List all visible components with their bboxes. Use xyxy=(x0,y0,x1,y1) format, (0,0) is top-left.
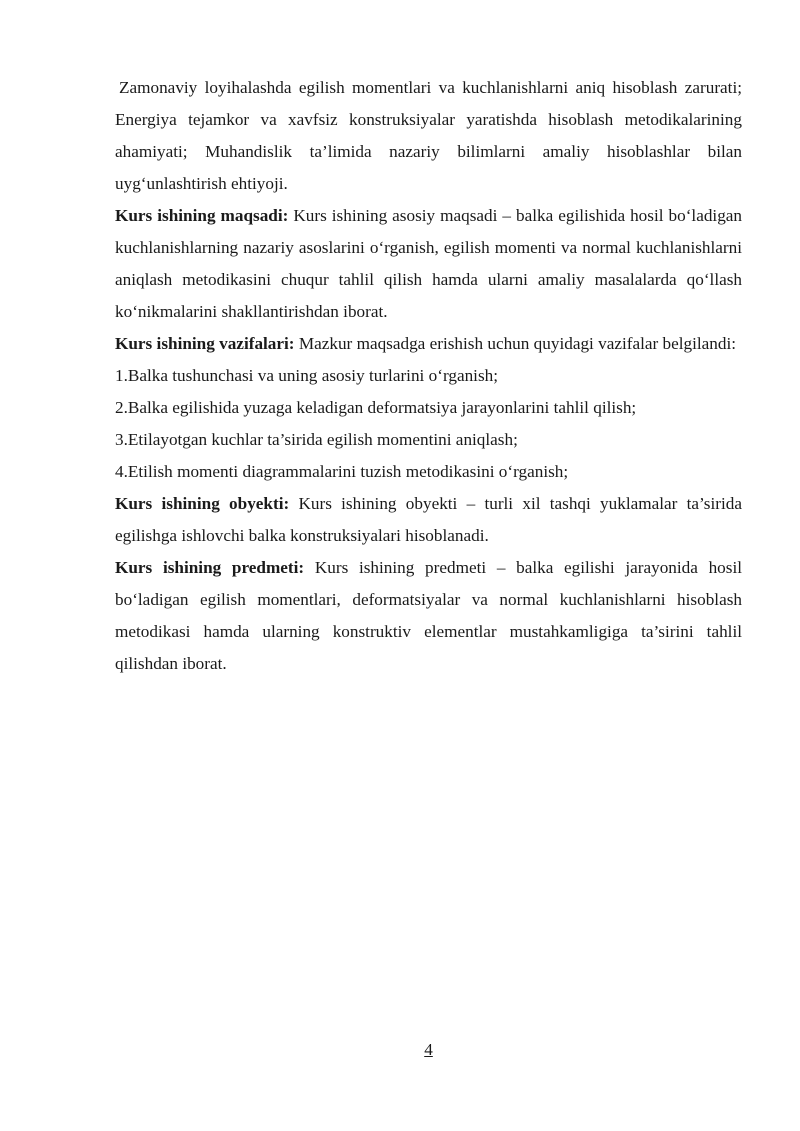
subject-text: Kurs ishining predmeti – balka egilishi jarayonida hosil bo‘ladigan egilish momentlari, deformatsiyalar va normal kuchlanishlarni hisoblash metodikasi hamda ularning konstruktiv elementlar mustahkamligiga ta’sirini tahlil qilishdan iborat. xyxy=(115,558,742,673)
subject-paragraph xyxy=(115,552,742,680)
tasks-paragraph xyxy=(115,328,742,360)
task-item: 2.Balka egilishida yuzaga keladigan deformatsiya jarayonlarini tahlil qilish; xyxy=(115,398,637,417)
task-item: 3.Etilayotgan kuchlar ta’sirida egilish momentini aniqlash; xyxy=(115,430,518,449)
object-heading: Kurs ishining obyekti: xyxy=(115,494,290,513)
tasks-heading: Kurs ishining vazifalari: xyxy=(115,334,295,353)
task-item: 4.Etilish momenti diagrammalarini tuzish metodikasini o‘rganish; xyxy=(115,462,569,481)
goal-paragraph xyxy=(115,200,742,328)
tasks-list xyxy=(115,360,742,488)
tasks-text: Mazkur maqsadga erishish uchun quyidagi vazifalar belgilandi: xyxy=(294,334,737,353)
goal-heading: Kurs ishining maqsadi: xyxy=(115,206,289,225)
page-content xyxy=(115,72,742,680)
object-paragraph xyxy=(115,488,742,552)
page-number: 4 xyxy=(424,1040,433,1059)
subject-heading: Kurs ishining predmeti: xyxy=(115,558,305,577)
intro-paragraph: Zamonaviy loyihalashda egilish momentlari va kuchlanishlarni aniq hisoblash zarurati; Energiya tejamkor va xavfsiz konstruksiyalar yaratishda hisoblash metodikalarining ahamiyati; Muhandislik ta’limida nazariy bilimlarni amaliy hisoblashlar bilan uyg‘unlashtirish ehtiyoji. xyxy=(115,78,742,193)
object-text: Kurs ishining obyekti – turli xil tashqi yuklamalar ta’sirida egilishga ishlovchi balka konstruksiyalari hisoblanadi. xyxy=(115,494,742,545)
task-item: 1.Balka tushunchasi va uning asosiy turlarini o‘rganish; xyxy=(115,366,499,385)
goal-text: Kurs ishining asosiy maqsadi – balka egilishida hosil bo‘ladigan kuchlanishlarning nazariy asoslarini o‘rganish, egilish momenti va normal kuchlanishlarni aniqlash metodikasini chuqur tahlil qilish hamda ularni amaliy masalalarda qo‘llash ko‘nikmalarini shakllantirishdan iborat. xyxy=(115,206,743,321)
